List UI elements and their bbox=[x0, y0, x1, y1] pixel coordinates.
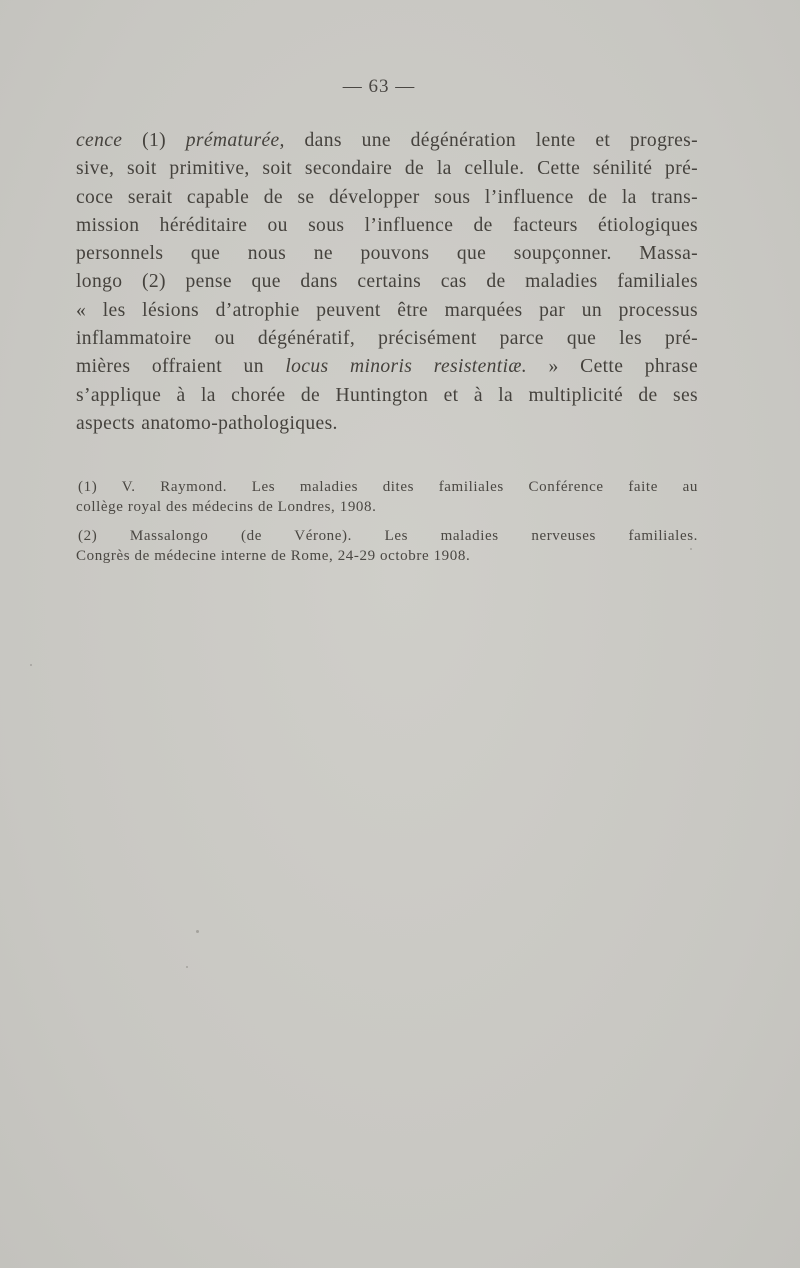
text-line: « les lésions d’atrophie peuvent être marquées par un processus bbox=[76, 299, 698, 321]
italic-word: prématurée, bbox=[185, 130, 285, 151]
text-line: s’applique à la chorée de Huntington et à la multiplicité de ses bbox=[76, 384, 698, 406]
paper-speck bbox=[690, 548, 692, 550]
footnote-2 bbox=[76, 527, 698, 566]
text-line: personnels que nous ne pouvons que soupçonner. Massa- bbox=[76, 243, 698, 265]
text-line bbox=[76, 353, 698, 381]
text-line: mission héréditaire ou sous l’influence de facteurs étiologiques bbox=[76, 214, 698, 236]
body-paragraph bbox=[76, 127, 698, 438]
footnote-line: collège royal des médecins de Londres, 1908. bbox=[76, 498, 377, 515]
paper-speck bbox=[196, 930, 199, 933]
italic-word: cence bbox=[76, 130, 123, 151]
text-span: » Cette phrase bbox=[527, 356, 698, 378]
paper-speck bbox=[30, 664, 32, 666]
text-line: aspects anatomo-pathologiques. bbox=[76, 412, 338, 434]
italic-phrase: locus minoris resistentiæ. bbox=[285, 356, 528, 378]
text-span: (1) bbox=[122, 130, 186, 151]
text-line: inflammatoire ou dégénératif, précisément parce que les pré- bbox=[76, 328, 698, 350]
text-span: dans une dégénération lente et progres- bbox=[284, 130, 698, 151]
text-line: coce serait capable de se développer sous l’influence de la trans- bbox=[76, 186, 698, 208]
text-line bbox=[76, 127, 698, 155]
text-span: mières offraient un bbox=[76, 356, 286, 378]
paper-speck bbox=[186, 966, 188, 968]
footnote-line: (2) Massalongo (de Vérone). Les maladies nerveuses familiales. bbox=[78, 528, 698, 545]
footnote-1 bbox=[76, 478, 698, 517]
footnote-line: Congrès de médecine interne de Rome, 24-29 octobre 1908. bbox=[76, 547, 471, 564]
text-line: longo (2) pense que dans certains cas de maladies familiales bbox=[76, 271, 698, 293]
footnotes bbox=[76, 478, 698, 576]
page-number: — 63 — bbox=[342, 76, 416, 97]
text-line: sive, soit primitive, soit secondaire de la cellule. Cette sénilité pré- bbox=[76, 158, 698, 180]
footnote-line: (1) V. Raymond. Les maladies dites familiales Conférence faite au bbox=[78, 479, 698, 495]
